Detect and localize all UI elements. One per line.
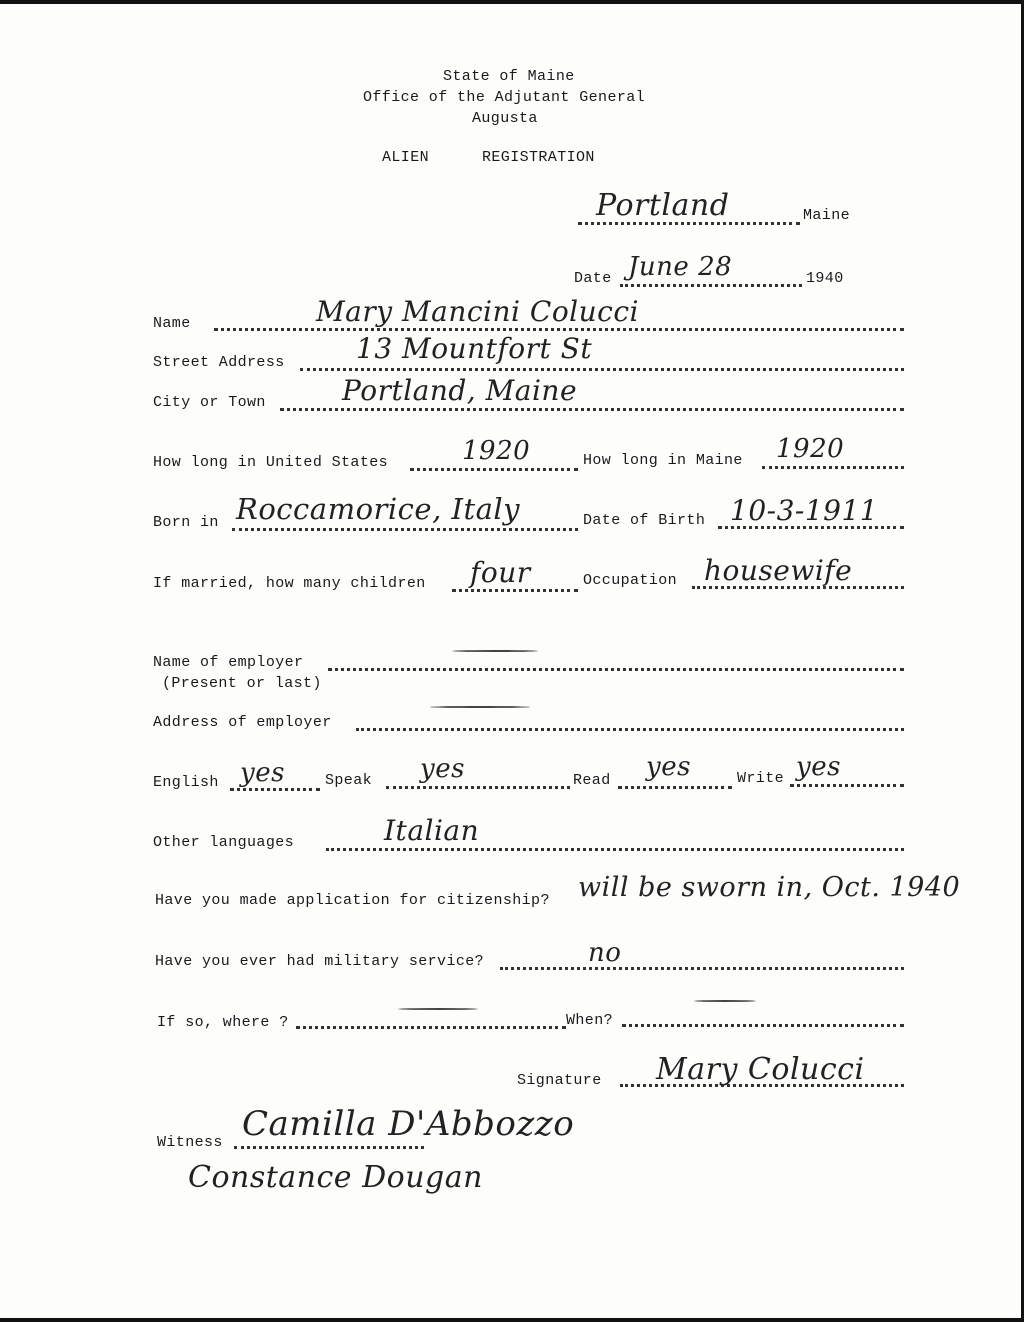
english-value: yes (240, 758, 285, 788)
speak-label: Speak (325, 772, 373, 789)
name-value: Mary Mancini Colucci (316, 295, 639, 328)
witness-label: Witness (157, 1134, 223, 1151)
how-long-maine-dots (762, 466, 904, 469)
signature-label: Signature (517, 1072, 602, 1089)
read-dots (618, 786, 732, 789)
name-label: Name (153, 315, 191, 332)
signature-value: Mary Colucci (656, 1052, 865, 1087)
date-label: Date (574, 270, 612, 287)
children-label: If married, how many children (153, 575, 426, 592)
street-label: Street Address (153, 354, 285, 371)
header-state: State of Maine (443, 68, 575, 85)
write-value: yes (796, 752, 841, 782)
city-label: City or Town (153, 394, 266, 411)
other-languages-value: Italian (384, 814, 480, 847)
date-year: 1940 (806, 270, 844, 287)
bottom-border (0, 1318, 1024, 1322)
military-label: Have you ever had military service? (155, 953, 485, 970)
city-value: Portland, Maine (342, 374, 578, 407)
children-dots (452, 589, 578, 592)
name-dots (214, 328, 904, 331)
witness-signature-2: Constance Dougan (188, 1160, 483, 1195)
occupation-label: Occupation (583, 572, 678, 589)
top-border (0, 0, 1024, 4)
citizenship-label: Have you made application for citizenship? (155, 892, 550, 909)
where-blank-mark (398, 1008, 478, 1010)
date-dots (620, 284, 802, 287)
how-long-us-label: How long in United States (153, 454, 389, 471)
when-blank-mark (694, 1000, 756, 1002)
write-label: Write (737, 770, 785, 787)
employer-address-label: Address of employer (153, 714, 332, 731)
occupation-value: housewife (704, 554, 853, 587)
header-office: Office of the Adjutant General (363, 89, 646, 106)
employer-dots (328, 668, 904, 671)
born-in-value: Roccamorice, Italy (236, 492, 521, 526)
employer-address-blank-mark (430, 706, 530, 708)
form-title-registration: REGISTRATION (482, 149, 595, 166)
dob-value: 10-3-1911 (730, 494, 879, 527)
header-city: Augusta (472, 110, 538, 127)
speak-value: yes (420, 754, 465, 784)
where-dots (296, 1026, 566, 1029)
children-value: four (470, 556, 531, 589)
employer-address-dots (356, 728, 904, 731)
how-long-us-value: 1920 (462, 436, 531, 466)
when-label: When? (566, 1012, 614, 1029)
employer-label: Name of employer (153, 654, 304, 671)
employer-sublabel: (Present or last) (162, 675, 322, 692)
read-value: yes (646, 752, 691, 782)
born-in-label: Born in (153, 514, 219, 531)
street-value: 13 Mountfort St (356, 332, 593, 365)
english-dots (230, 788, 320, 791)
military-dots (500, 967, 904, 970)
other-languages-label: Other languages (153, 834, 295, 851)
read-label: Read (573, 772, 611, 789)
when-dots (622, 1024, 904, 1027)
place-value: Portland (596, 188, 730, 223)
military-value: no (588, 938, 622, 968)
date-value: June 28 (628, 252, 733, 282)
citizenship-value: will be sworn in, Oct. 1940 (578, 872, 961, 903)
other-languages-dots (326, 848, 904, 851)
how-long-maine-label: How long in Maine (583, 452, 743, 469)
form-title-alien: ALIEN (382, 149, 430, 166)
employer-blank-mark (452, 650, 538, 652)
dob-label: Date of Birth (583, 512, 706, 529)
street-dots (300, 368, 904, 371)
witness-dots (234, 1146, 424, 1149)
write-dots (790, 784, 904, 787)
witness-signature-1: Camilla D'Abbozzo (242, 1104, 575, 1144)
speak-dots (386, 786, 570, 789)
place-suffix: Maine (803, 207, 851, 224)
how-long-maine-value: 1920 (776, 434, 845, 464)
city-dots (280, 408, 904, 411)
how-long-us-dots (410, 468, 578, 471)
english-label: English (153, 774, 219, 791)
born-in-dots (232, 528, 578, 531)
where-label: If so, where ? (157, 1014, 289, 1031)
